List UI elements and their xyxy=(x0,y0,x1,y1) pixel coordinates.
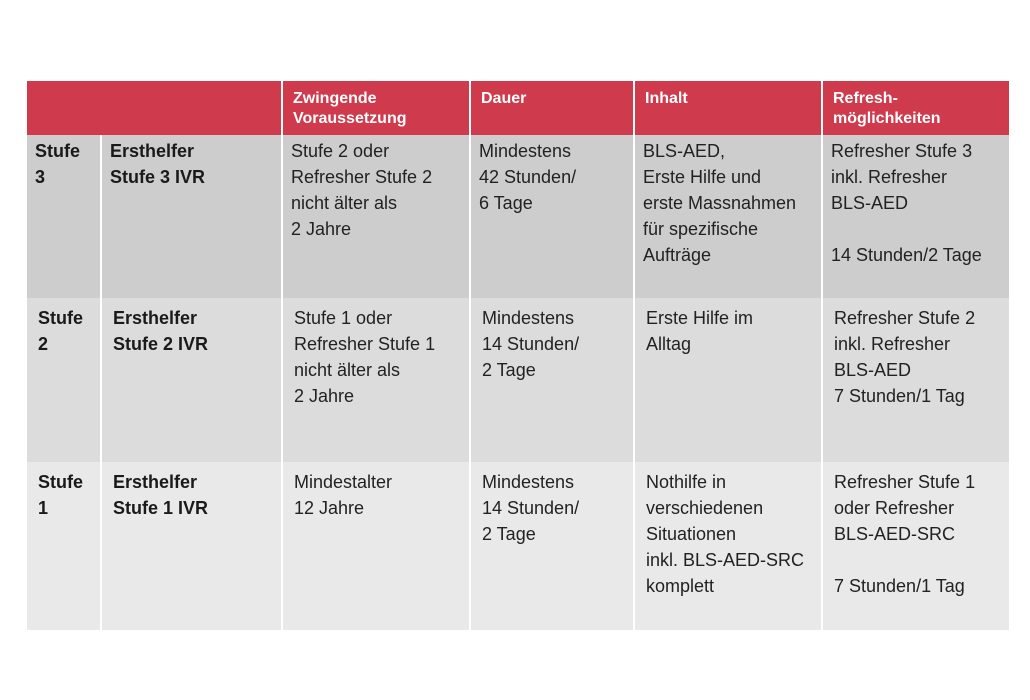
header-refresh-line: möglichkeiten xyxy=(833,110,941,127)
refresh-spacer xyxy=(834,547,1001,573)
refresh-cell-stufe-2 xyxy=(823,298,1009,462)
course-levels-table xyxy=(27,81,999,630)
name-cell-stufe-3 xyxy=(102,135,281,298)
voraussetzung-line: nicht älter als xyxy=(291,193,398,213)
refresh-duration: 7 Stunden/1 Tag xyxy=(834,386,965,406)
name-line: Ersthelfer xyxy=(113,308,198,328)
dauer-line: Mindestens xyxy=(479,141,572,161)
header-dauer xyxy=(471,81,633,135)
name-line: Ersthelfer xyxy=(110,141,195,161)
inhalt-cell-stufe-2 xyxy=(635,298,821,462)
refresh-line: oder Refresher xyxy=(834,498,955,518)
dauer-line: 14 Stunden/ xyxy=(482,498,580,518)
dauer-cell-stufe-1 xyxy=(471,462,633,630)
voraussetzung-cell-stufe-1 xyxy=(283,462,469,630)
voraussetzung-line: 2 Jahre xyxy=(291,219,352,239)
refresh-line: BLS-AED xyxy=(834,360,912,380)
voraussetzung-line: Refresher Stufe 2 xyxy=(291,167,433,187)
voraussetzung-line: Stufe 2 oder xyxy=(291,141,390,161)
voraussetzung-line: Mindestalter xyxy=(294,472,393,492)
name-line: Ersthelfer xyxy=(113,472,198,492)
refresh-line: inkl. Refresher xyxy=(831,167,948,187)
header-inhalt xyxy=(635,81,821,135)
inhalt-line: Aufträge xyxy=(643,245,712,265)
level-line: 2 xyxy=(38,334,49,354)
refresh-duration: 7 Stunden/1 Tag xyxy=(834,576,965,596)
refresh-spacer xyxy=(831,216,1001,242)
level-line: Stufe xyxy=(38,308,83,328)
header-voraussetzung-line: Voraussetzung xyxy=(293,110,407,127)
header-refresh-line: Refresh- xyxy=(833,90,898,107)
header-refresh xyxy=(823,81,1009,135)
dauer-line: 42 Stunden/ xyxy=(479,167,577,187)
name-cell-stufe-2 xyxy=(102,298,281,462)
refresh-line: Refresher Stufe 3 xyxy=(831,141,973,161)
dauer-cell-stufe-3 xyxy=(471,135,633,298)
inhalt-line: Situationen xyxy=(646,524,737,544)
header-empty-cell xyxy=(27,81,281,135)
dauer-line: Mindestens xyxy=(482,472,575,492)
dauer-cell-stufe-2 xyxy=(471,298,633,462)
inhalt-line: BLS-AED, xyxy=(643,141,726,161)
voraussetzung-line: Stufe 1 oder xyxy=(294,308,393,328)
inhalt-line: für spezifische xyxy=(643,219,759,239)
dauer-line: 6 Tage xyxy=(479,193,533,213)
inhalt-line: komplett xyxy=(646,576,715,596)
inhalt-line: Nothilfe in xyxy=(646,472,727,492)
header-inhalt-label: Inhalt xyxy=(645,90,688,107)
level-line: 3 xyxy=(35,167,46,187)
level-line: 1 xyxy=(38,498,49,518)
refresh-line: Refresher Stufe 2 xyxy=(834,308,976,328)
level-cell-stufe-2 xyxy=(27,298,100,462)
voraussetzung-cell-stufe-2 xyxy=(283,298,469,462)
inhalt-line: Alltag xyxy=(646,334,692,354)
voraussetzung-line: nicht älter als xyxy=(294,360,401,380)
level-line: Stufe xyxy=(35,141,80,161)
refresh-line: Refresher Stufe 1 xyxy=(834,472,976,492)
voraussetzung-line: 2 Jahre xyxy=(294,386,355,406)
dauer-line: 14 Stunden/ xyxy=(482,334,580,354)
level-line: Stufe xyxy=(38,472,83,492)
refresh-cell-stufe-3 xyxy=(823,135,1009,298)
voraussetzung-cell-stufe-3 xyxy=(283,135,469,298)
inhalt-cell-stufe-3 xyxy=(635,135,821,298)
inhalt-cell-stufe-1 xyxy=(635,462,821,630)
name-line: Stufe 1 IVR xyxy=(113,498,209,518)
refresh-line: BLS-AED xyxy=(831,193,909,213)
inhalt-line: Erste Hilfe im xyxy=(646,308,754,328)
inhalt-line: erste Massnahmen xyxy=(643,193,797,213)
refresh-duration: 14 Stunden/2 Tage xyxy=(831,245,982,265)
dauer-line: Mindestens xyxy=(482,308,575,328)
header-voraussetzung xyxy=(283,81,469,135)
header-voraussetzung-line: Zwingende xyxy=(293,90,377,107)
name-cell-stufe-1 xyxy=(102,462,281,630)
dauer-line: 2 Tage xyxy=(482,360,536,380)
header-dauer-label: Dauer xyxy=(481,90,527,107)
refresh-line: BLS-AED-SRC xyxy=(834,524,956,544)
refresh-line: inkl. Refresher xyxy=(834,334,951,354)
inhalt-line: Erste Hilfe und xyxy=(643,167,762,187)
refresh-cell-stufe-1 xyxy=(823,462,1009,630)
level-cell-stufe-3 xyxy=(27,135,100,298)
dauer-line: 2 Tage xyxy=(482,524,536,544)
name-line: Stufe 3 IVR xyxy=(110,167,206,187)
voraussetzung-line: Refresher Stufe 1 xyxy=(294,334,436,354)
inhalt-line: inkl. BLS-AED-SRC xyxy=(646,550,805,570)
inhalt-line: verschiedenen xyxy=(646,498,764,518)
voraussetzung-line: 12 Jahre xyxy=(294,498,365,518)
name-line: Stufe 2 IVR xyxy=(113,334,209,354)
level-cell-stufe-1 xyxy=(27,462,100,630)
